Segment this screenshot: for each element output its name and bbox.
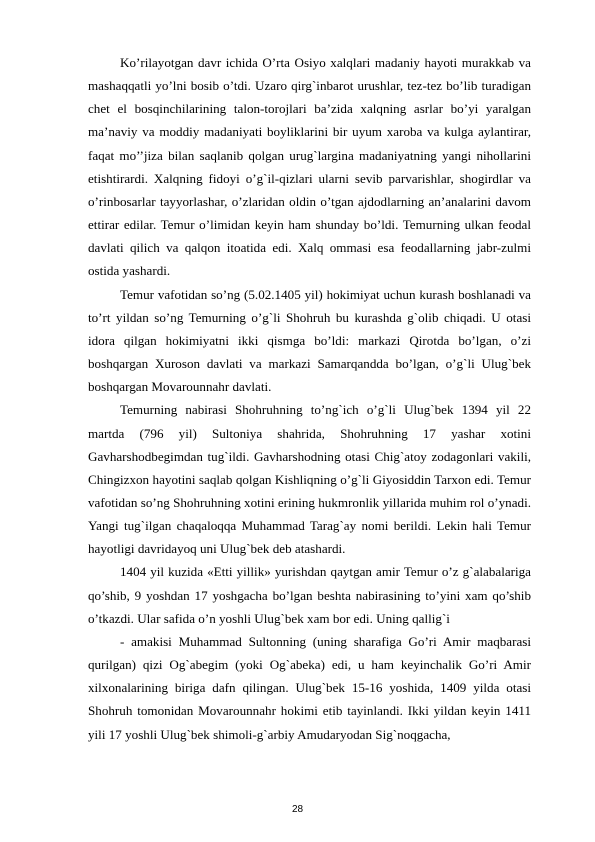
paragraph-3: Temurning nabirasi Shohruhning to’ng`ich o’g`li Ulug`bek 1394 yil 22 martda (796 yil) Sultoniya shahrida, Shohruhning 17 yashar xotini Gavharshodbegimdan tug`ildi. Gavharshodning otasi Chig`atoy zodagonlari vakili, Chingizxon hayotini saqlab qolgan Kishliqning o’g`li Giyosiddin Tarxon edi. Temur vafotidan so’ng Shohruhning xotini erining hukmronlik yillarida muhim rol o’ynadi. Yangi tug`ilgan chaqaloqqa Muhammad Tarag`ay nomi berildi. Lekin hali Temur hayotligi davridayoq uni Ulug`bek deb atashardi. [88, 402, 531, 557]
body-text [88, 51, 531, 746]
paragraph-1: Ko’rilayotgan davr ichida O’rta Osiyo xalqlari madaniy hayoti murakkab va mashaqqatli yo’lni bosib o’tdi. Uzaro qirg`inbarot urushlar, tez-tez bo’lib turadigan chet el bosqinchilarining talon-torojlari ba’zida xalqning asrlar bo’yi yaralgan ma’naviy va moddiy madaniyati boyliklarini bir uyum xaroba va kulga aylantirar, faqat mo’’jiza bilan saqlanib qolgan urug`largina madaniyatning yangi nihollarini etishtirardi. Xalqning fidoyi o’g`il-qizlari ularni sevib parvarishlar, shogirdlar va o’rinbosarlar tayyorlashar, o’zlaridan oldin o’tgan ajdodlarning an’analarini davom ettirar edilar. Temur o’limidan keyin ham shunday bo’ldi. Temurning ulkan feodal davlati qilich va qalqon itoatida edi. Xalq ommasi esa feodallarning jabr-zulmi ostida yashardi. [88, 55, 531, 279]
paragraph-2: Temur vafotidan so’ng (5.02.1405 yil) hokimiyat uchun kurash boshlanadi va to’rt yildan so’ng Temurning o’g`li Shohruh bu kurashda g`olib chiqadi. U otasi idora qilgan hokimiyatni ikki qismga bo’ldi: markazi Qirotda bo’lgan, o’zi boshqargan Xuroson davlati va markazi Samarqandda bo’lgan, o’g`li Ulug`bek boshqargan Movarounnahr davlati. [88, 286, 531, 395]
paragraph-4: 1404 yil kuzida «Etti yillik» yurishdan qaytgan amir Temur o’z g`alabalariga qo’shib, 9 yoshdan 17 yoshgacha bo’lgan beshta nabirasining to’yini xam qo’shib o’tkazdi. Ular safida o’n yoshli Ulug`bek xam bor edi. Uning qallig`i [88, 564, 531, 626]
page-number: 28 [291, 804, 304, 815]
paragraph-5: - amakisi Muhammad Sultonning (uning sharafiga Go’ri Amir maqbarasi qurilgan) qizi Og`abegim (yoki Og`abeka) edi, u ham keyinchalik Go’ri Amir xilxonalarining biriga dafn qilingan. Ulug`bek 15-16 yoshida, 1409 yilda otasi Shohruh tomonidan Movarounnahr hokimi etib tayinlandi. Ikki yildan keyin 1411 yili 17 yoshli Ulug`bek shimoli-g`arbiy Amudaryodan Sig`noqgacha, [88, 633, 531, 742]
